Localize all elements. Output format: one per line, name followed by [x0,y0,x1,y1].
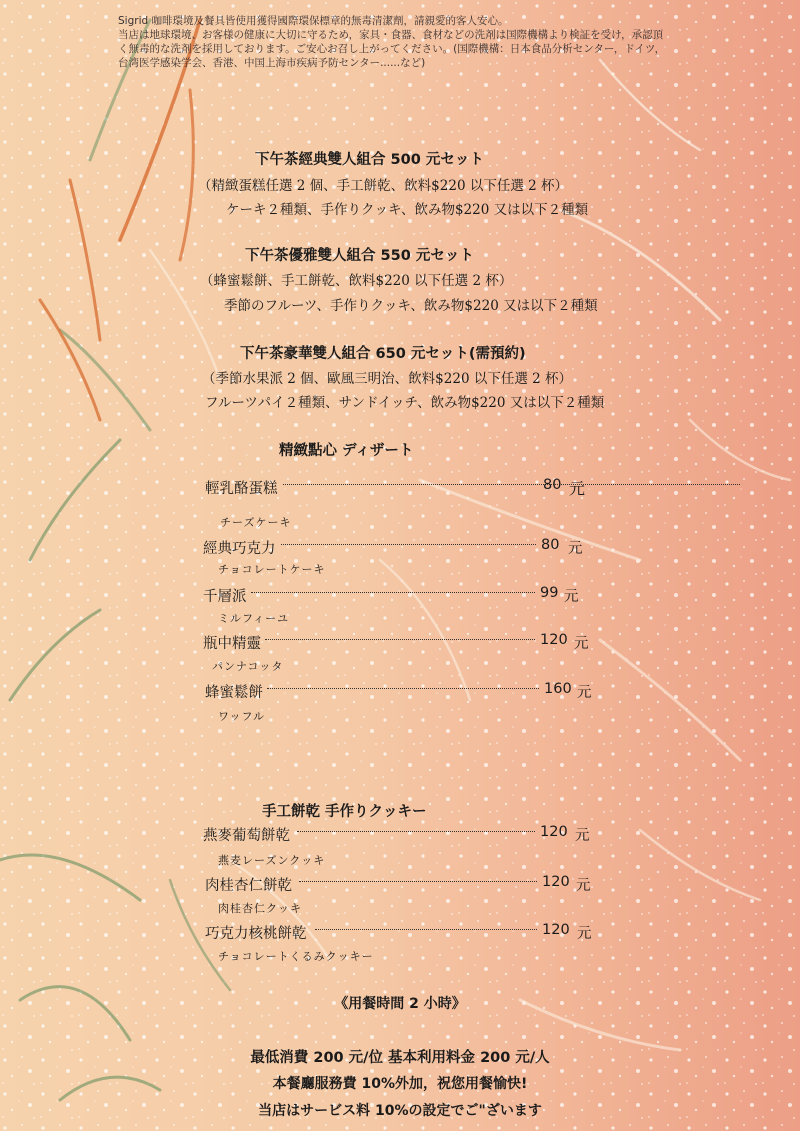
service-charge-ja: 当店はサービス料 10%の設定でご"ざいます [258,1103,542,1119]
item-subname: チョコレートケーキ [218,563,326,576]
leader-dots [283,484,740,485]
set-classic-desc-zh: （精緻蛋糕任選 2 個、手工餅乾、飲料$220 以下任選 2 杯） [198,178,568,194]
item-unit: 元 [577,926,592,942]
item-unit: 元 [564,589,579,605]
item-unit: 元 [575,828,590,844]
item-price: 120 [540,632,568,648]
service-charge-zh: 本餐廳服務費 10%外加，祝您用餐愉快! [272,1076,528,1092]
dining-time-note: 《用餐時間 2 小時》 [334,996,466,1012]
item-price: 160 [544,681,572,697]
item-subname: ミルフィーユ [218,612,290,625]
cookie-section-title: 手工餅乾 手作りクッキー [262,804,427,820]
item-subname: チョコレートくるみクッキー [218,950,374,963]
menu-item [205,874,595,895]
item-unit: 元 [577,685,592,701]
menu-item [205,681,595,702]
dessert-section-title: 精緻點心 ディザート [279,443,414,459]
leader-dots [299,881,537,882]
menu-item [203,632,593,653]
item-subname: 燕麦レーズンクッキ [218,854,326,867]
notice-line: 当店は地球環境、お客様の健康に大切に守るため，家具・食器、食材などの洗剤は国際機構より検証を受け，承認頂 [118,29,664,41]
item-subname: 肉桂杏仁クッキ [218,902,302,915]
menu-item [203,537,593,558]
leader-dots [251,592,535,593]
item-price: 99 [540,585,559,601]
item-price: 80 [543,477,562,493]
leader-dots [297,831,535,832]
item-price: 120 [540,824,568,840]
item-name: 瓶中精靈 [203,636,261,652]
item-name: 蜂蜜鬆餅 [205,685,263,701]
item-subname: チーズケーキ [220,516,292,529]
item-subname: パンナコッタ [212,660,284,673]
set-classic-desc-ja: ケーキ２種類、手作りクッキ、飲み物$220 又は以下２種類 [226,202,589,218]
set-elegant-title: 下午茶優雅雙人組合 550 元セット [245,248,474,264]
set-luxury-desc-zh: （季節水果派 2 個、歐風三明治、飲料$220 以下任選 2 杯） [202,371,572,387]
leader-dots [281,544,536,545]
menu-item [203,585,593,606]
item-name: 巧克力核桃餅乾 [205,926,307,942]
menu-item [203,824,593,845]
notice-line: く無毒的な洗剤を採用しております。ご安心お召し上がってください。(国際機構：日本食品分析センター，ドイツ， [118,43,666,55]
set-luxury-desc-ja: フルーツパイ２種類、サンドイッチ、飲み物$220 又は以下２種類 [205,395,605,411]
notice-line: Sigrid 咖啡環境及餐具皆使用獲得國際環保標章的無毒清潔劑，請親愛的客人安心。 [118,15,509,27]
minimum-charge-note: 最低消費 200 元/位 基本利用料金 200 元/人 [250,1050,550,1066]
item-price: 120 [542,874,570,890]
leader-dots [265,639,535,640]
menu-item [205,922,595,943]
item-name: 千層派 [203,589,247,605]
set-elegant-desc-ja: 季節のフルーツ、手作りクッキ、飲み物$220 又は以下２種類 [224,298,598,314]
item-name: 輕乳酪蛋糕 [205,481,278,497]
set-classic-title: 下午茶經典雙人組合 500 元セット [255,152,484,168]
item-subname: ワッフル [218,710,266,723]
leader-dots [267,688,539,689]
item-unit: 元 [569,479,586,498]
item-price: 80 [541,537,560,553]
set-luxury-title: 下午茶豪華雙人組合 650 元セット(需預約) [240,346,526,362]
item-name: 燕麥葡萄餅乾 [203,828,290,844]
set-elegant-desc-zh: （蜂蜜鬆餅、手工餅乾、飲料$220 以下任選 2 杯） [200,273,513,289]
item-name: 經典巧克力 [203,541,276,557]
item-name: 肉桂杏仁餅乾 [205,878,292,894]
eco-detergent-notice [118,14,718,70]
item-price: 120 [542,922,570,938]
leader-dots [315,929,537,930]
item-unit: 元 [568,541,583,557]
menu-item [205,477,595,498]
notice-line: 台湾医学感染学会、香港、中国上海市疾病予防センター......など) [118,57,426,69]
item-unit: 元 [574,636,589,652]
item-unit: 元 [576,878,591,894]
